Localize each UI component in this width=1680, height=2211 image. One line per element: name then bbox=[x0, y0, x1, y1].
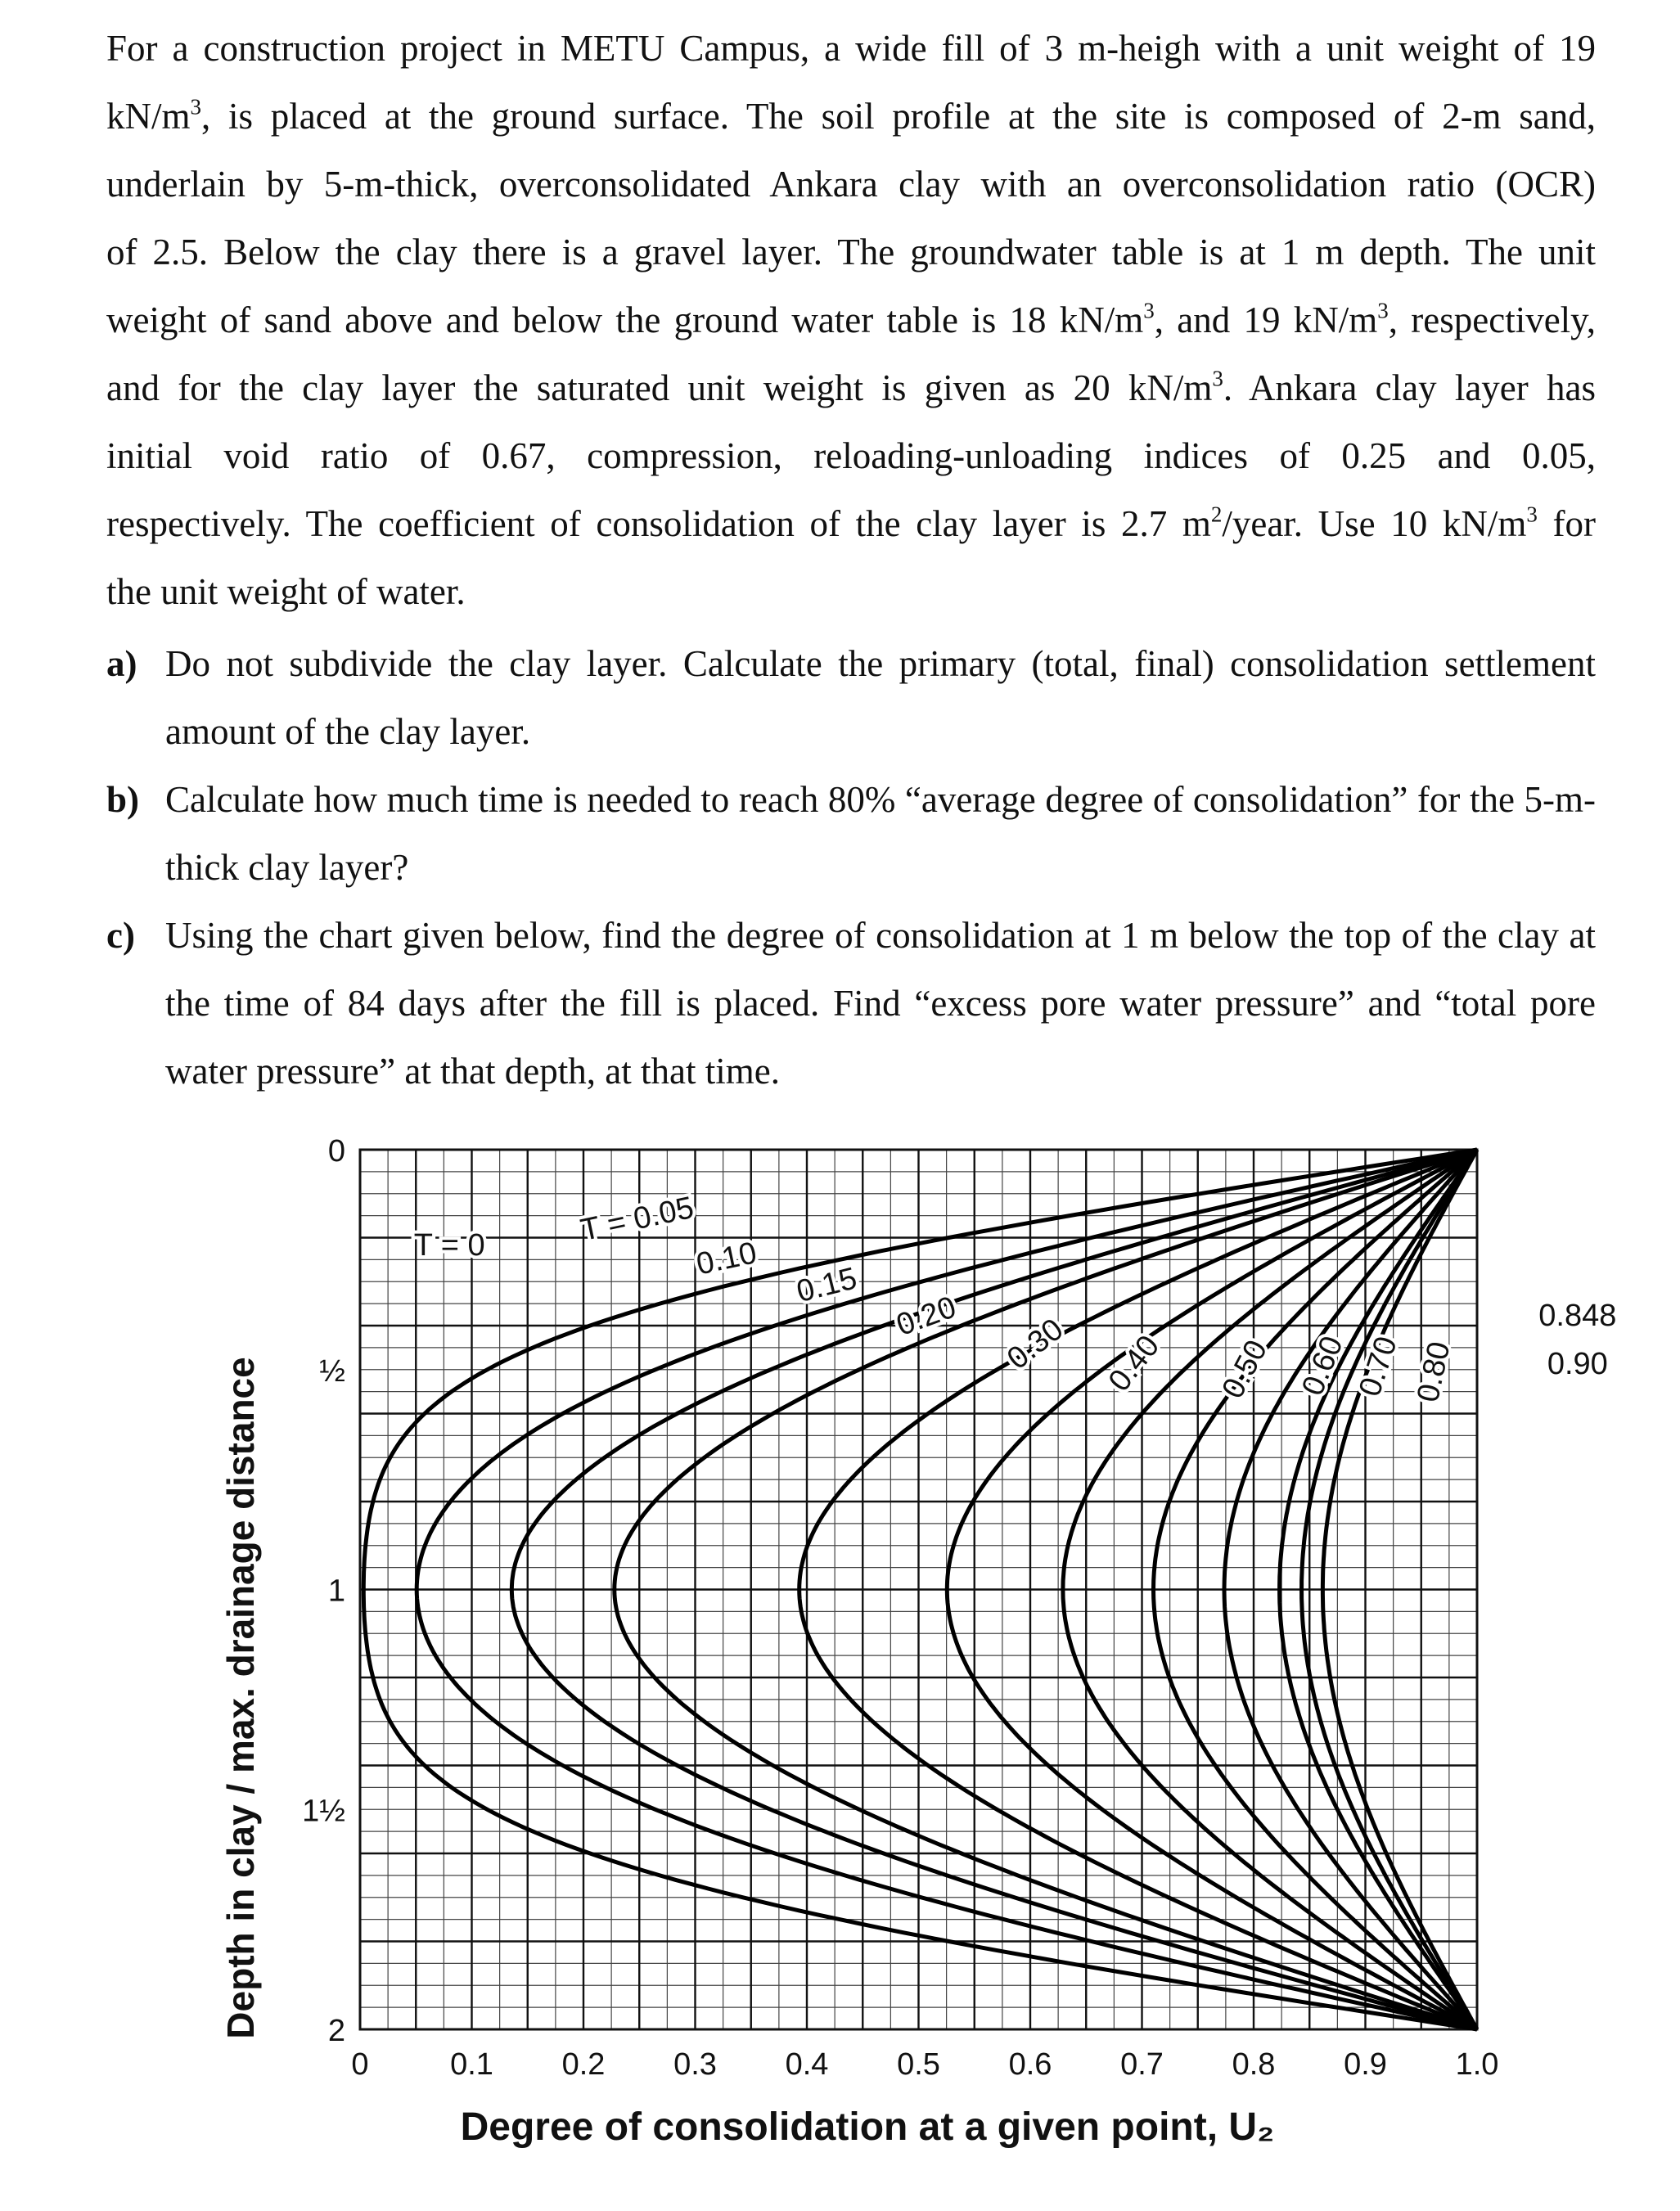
x-axis-label: Degree of consolidation at a given point, U₂ bbox=[460, 2105, 1275, 2149]
y-tick-label: ½ bbox=[319, 1353, 345, 1389]
y-axis-label: Depth in clay / max. drainage distance bbox=[219, 1357, 262, 2039]
y-tick-label: 2 bbox=[327, 2014, 345, 2048]
question-text: Using the chart given below, find the degree of consolidation at 1 m below the top of the clay at the time of 84 days after the fill is placed. Find “excess pore water pressure” and “total pore water pressure” at that depth, at that time. bbox=[165, 915, 1596, 1092]
statement-line: the unit weight of water. bbox=[106, 571, 466, 612]
question-item bbox=[106, 766, 1596, 902]
question-item bbox=[106, 630, 1596, 766]
series-label: T = 0.05 bbox=[578, 1190, 697, 1249]
x-tick-label: 0.2 bbox=[561, 2047, 606, 2082]
x-tick-label: 0.4 bbox=[785, 2047, 829, 2082]
series-label: T = 0 bbox=[413, 1228, 485, 1263]
x-tick-label: 0.6 bbox=[1008, 2047, 1052, 2082]
y-tick-label: 0 bbox=[327, 1134, 345, 1169]
question-text: Do not subdivide the clay layer. Calculate the primary (total, final) consolidation settlement amount of the clay layer. bbox=[165, 643, 1596, 752]
question-text: Calculate how much time is needed to reach 80% “average degree of consolidation” for the 5-m-thick clay layer? bbox=[165, 779, 1596, 888]
x-tick-label: 0.5 bbox=[897, 2047, 940, 2082]
problem-statement bbox=[106, 15, 1596, 626]
x-tick-label: 0.1 bbox=[450, 2047, 493, 2082]
series-label: 0.10 bbox=[693, 1236, 760, 1282]
axis-ticks bbox=[302, 1134, 1498, 2082]
series-label: 0.15 bbox=[793, 1261, 861, 1310]
x-tick-label: 0.9 bbox=[1344, 2047, 1387, 2082]
statement-line: respectively. The coefficient of consolidation of the clay layer is 2.7 $m^2$/year. Use 10 $kN/m^3$ for bbox=[106, 502, 1596, 544]
question-label: a) bbox=[106, 643, 137, 684]
x-tick-label: 0 bbox=[351, 2047, 369, 2082]
series-label: 0.90 bbox=[1547, 1347, 1608, 1382]
statement-line: and for the clay layer the saturated unit weight is given as 20 $kN/m^3$. Ankara clay layer has bbox=[106, 366, 1596, 408]
series-label: 0.50 bbox=[1215, 1334, 1275, 1405]
statement-line: underlain by 5-m-thick, overconsolidated Ankara clay with an overconsolidation ratio (OCR) bbox=[106, 164, 1596, 205]
question-list bbox=[106, 630, 1596, 1106]
statement-line: initial void ratio of 0.67, compression, reloading-unloading indices of 0.25 and 0.05, bbox=[106, 435, 1596, 476]
y-tick-label: 1½ bbox=[302, 1794, 345, 1829]
series-label: 0.40 bbox=[1101, 1329, 1167, 1398]
series-label: 0.20 bbox=[892, 1290, 961, 1344]
x-tick-label: 1.0 bbox=[1455, 2047, 1499, 2082]
statement-line: $kN/m^3$, is placed at the ground surface. The soil profile at the site is composed of 2-m sand, bbox=[106, 94, 1596, 137]
consolidation-chart bbox=[0, 1121, 1680, 2185]
x-tick-label: 0.3 bbox=[673, 2047, 717, 2082]
statement-line: For a construction project in METU Campus, a wide fill of 3 m-heigh with a unit weight of 19 bbox=[106, 28, 1596, 69]
series-label: 0.70 bbox=[1352, 1332, 1404, 1401]
series-label: 0.60 bbox=[1295, 1331, 1350, 1401]
series-label: 0.848 bbox=[1538, 1299, 1617, 1333]
x-tick-label: 0.8 bbox=[1232, 2047, 1276, 2082]
statement-line: weight of sand above and below the ground water table is 18 $kN/m^3$, and 19 $kN/m^3$, respectively, bbox=[106, 298, 1596, 340]
question-label: b) bbox=[106, 779, 140, 820]
series-label: 0.30 bbox=[1001, 1312, 1070, 1377]
statement-line: of 2.5. Below the clay there is a gravel layer. The groundwater table is at 1 m depth. The unit bbox=[106, 232, 1596, 272]
y-tick-label: 1 bbox=[327, 1574, 345, 1609]
question-item bbox=[106, 902, 1596, 1106]
series-label: 0.80 bbox=[1411, 1339, 1457, 1406]
question-label: c) bbox=[106, 915, 135, 956]
x-tick-label: 0.7 bbox=[1120, 2047, 1164, 2082]
